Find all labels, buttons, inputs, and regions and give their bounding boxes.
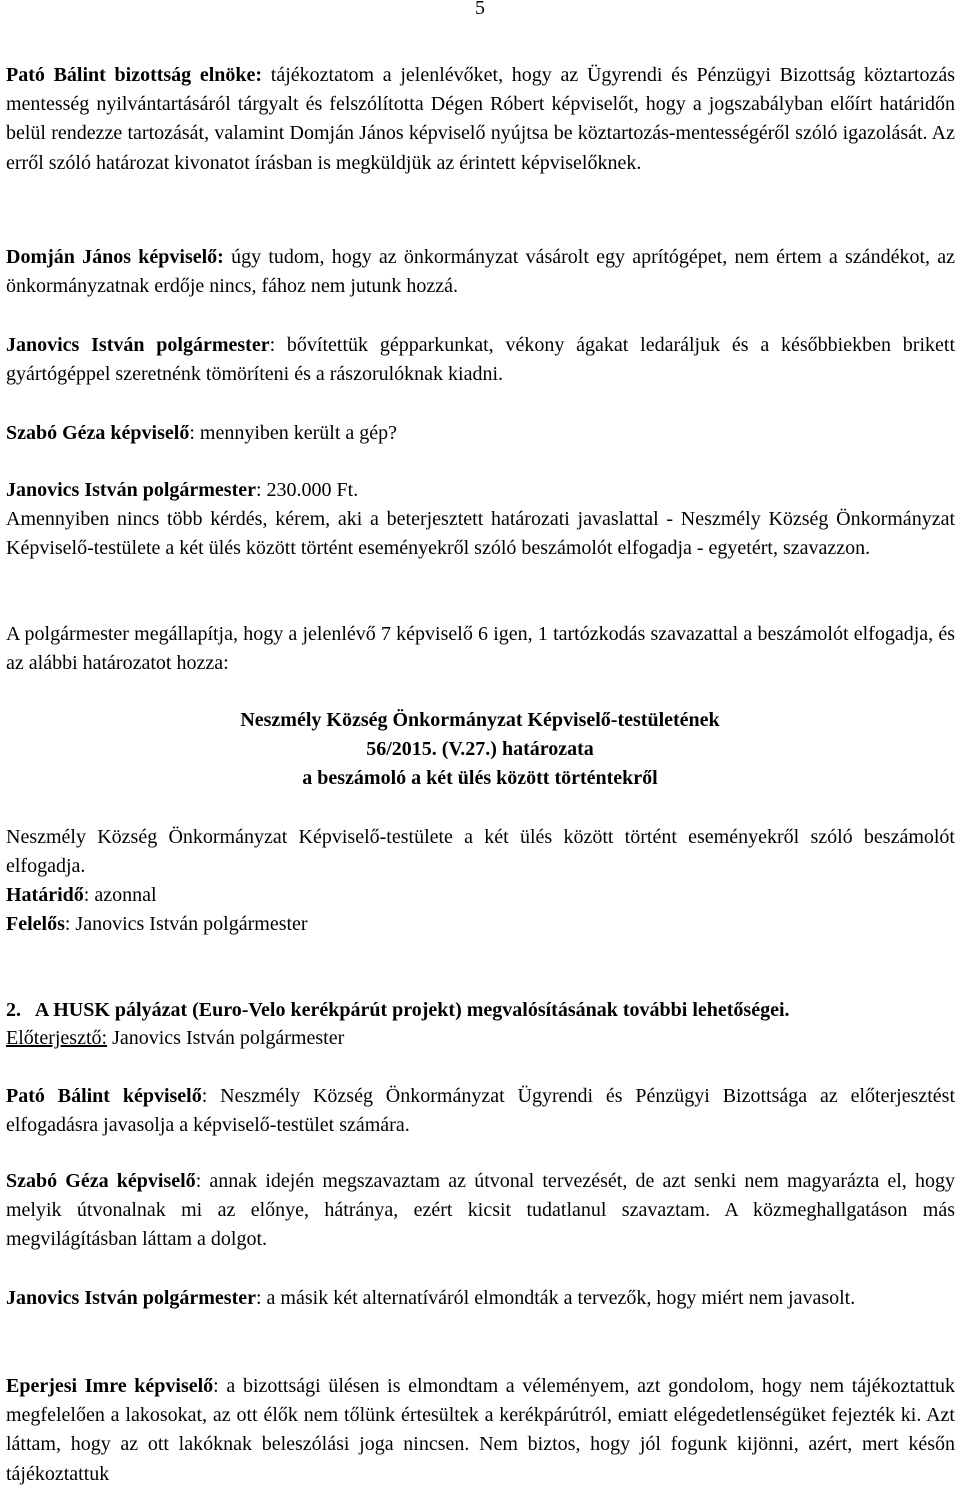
paragraph-pato-member	[6, 1082, 955, 1140]
paragraph-domjan	[6, 243, 955, 301]
paragraph-text: : Neszmély Község Önkormányzat Ügyrendi és Pénzügyi Bizottsága az előterjesztést elfogadásra javasolja a képviselő-testület számára.	[6, 1085, 956, 1137]
speaker-label: Pató Bálint bizottság elnöke:	[6, 64, 263, 86]
paragraph-text: : bővítettük gépparkunkat, vékony ágakat ledaráljuk és a későbbiekben brikett gyártógéppel szeretnénk tömöríteni és a rászorulóknak kiadni.	[6, 334, 955, 386]
speaker-label: Janovics István polgármester	[6, 479, 256, 501]
paragraph-text: tájékoztatom a jelenlévőket, hogy az Ügyrendi és Pénzügyi Bizottság köztartozás mentesség nyilvántartásáról tárgyalt és felszólította Dégen Róbert képviselőt, hogy a jogszabályban előírt határidőn belül rendezze tartozását, valamint Domján János képviselő nyújtsa be köztartozás-mentességéről szóló igazolását. Az erről szóló határozat kivonatot írásban is megküldjük az érintett képviselőknek.	[6, 64, 955, 174]
deadline-value: : azonnal	[83, 884, 157, 906]
presenter-value: Janovics István polgármester	[107, 1027, 345, 1049]
paragraph-vote-result: A polgármester megállapítja, hogy a jelenlévő 7 képviselő 6 igen, 1 tartózkodás szavazattal a beszámolót elfogadja, és az alábbi határozatot hozza:	[6, 623, 955, 675]
paragraph-szabo-2	[6, 1167, 955, 1255]
paragraph-szabo-1	[6, 419, 955, 448]
paragraph-janovics-1	[6, 331, 955, 389]
paragraph-text: úgy tudom, hogy az önkormányzat vásárolt egy aprítógépet, nem értem a szándékot, az önkormányzatnak erdője nincs, fához nem jutunk hozzá.	[6, 246, 955, 298]
paragraph-text: : a másik két alternatíváról elmondták a tervezők, hogy miért nem javasolt.	[255, 1287, 856, 1309]
paragraph-janovics-3	[6, 1284, 955, 1313]
speaker-label: Janovics István polgármester	[6, 1287, 256, 1309]
agenda-item-2-presenter	[6, 1024, 955, 1053]
paragraph-janovics-2	[6, 476, 955, 505]
resolution-body: Neszmély Község Önkormányzat Képviselő-testülete a két ülés között történt eseményekről szóló beszámolót elfogadja.	[6, 826, 955, 878]
presenter-label: Előterjesztő:	[6, 1027, 108, 1049]
paragraph-text: : annak idején megszavaztam az útvonal tervezését, de azt senki nem magyarázta el, hogy melyik útvonalnak mi az előnye, hátránya, ezért kicsit tudatlanul szavaztam. A közmeghallgatáson más megvilágításban láttam a dolgot.	[6, 1170, 955, 1251]
resolution-deadline	[6, 881, 955, 910]
resolution-title-line-3: a beszámoló a két ülés között történtekről	[302, 767, 658, 789]
paragraph-text: : mennyiben került a gép?	[189, 422, 398, 444]
speaker-label: Eperjesi Imre képviselő	[6, 1375, 214, 1397]
agenda-item-2-title	[6, 996, 955, 1025]
responsible-value: : Janovics István polgármester	[64, 913, 308, 935]
paragraph-pato-chair	[6, 61, 955, 178]
speaker-label: Domján János képviselő:	[6, 246, 224, 268]
page-number: 5	[475, 0, 485, 19]
speaker-label: Pató Bálint képviselő	[6, 1085, 202, 1107]
paragraph-vote-call: Amennyiben nincs több kérdés, kérem, aki a beterjesztett határozati javaslattal - Neszmély Község Önkormányzat Képviselő-testülete a két ülés között történt eseményekről szóló beszámolót elfogadja - egyetért, szavazzon.	[6, 508, 955, 560]
responsible-label: Felelős	[6, 913, 65, 935]
resolution-title-line-2: 56/2015. (V.27.) határozata	[366, 738, 594, 760]
deadline-label: Határidő	[6, 884, 84, 906]
paragraph-text: : a bizottsági ülésen is elmondtam a véleményem, azt gondolom, hogy nem tájékoztattuk megfelelően a lakosokat, az ott élők nem tőlünk értesültek a kerékpárútról, emiatt elégedetlenségüket fejezték ki. Azt láttam, hogy az ott lakóknak beleszólási joga nincsen. Nem biztos, hogy jól fogunk kijönni, azért, mert későn tájékoztattuk	[6, 1375, 955, 1485]
resolution-title-line-1: Neszmély Község Önkormányzat Képviselő-testületének	[240, 709, 720, 731]
paragraph-text: : 230.000 Ft.	[255, 479, 359, 501]
speaker-label: Janovics István polgármester	[6, 334, 270, 356]
resolution-responsible	[6, 910, 955, 939]
speaker-label: Szabó Géza képviselő	[6, 1170, 196, 1192]
paragraph-eperjesi	[6, 1372, 955, 1489]
agenda-item-title: 2. A HUSK pályázat (Euro-Velo kerékpárút projekt) megvalósításának további lehetőségei.	[6, 999, 790, 1021]
speaker-label: Szabó Géza képviselő	[6, 422, 190, 444]
